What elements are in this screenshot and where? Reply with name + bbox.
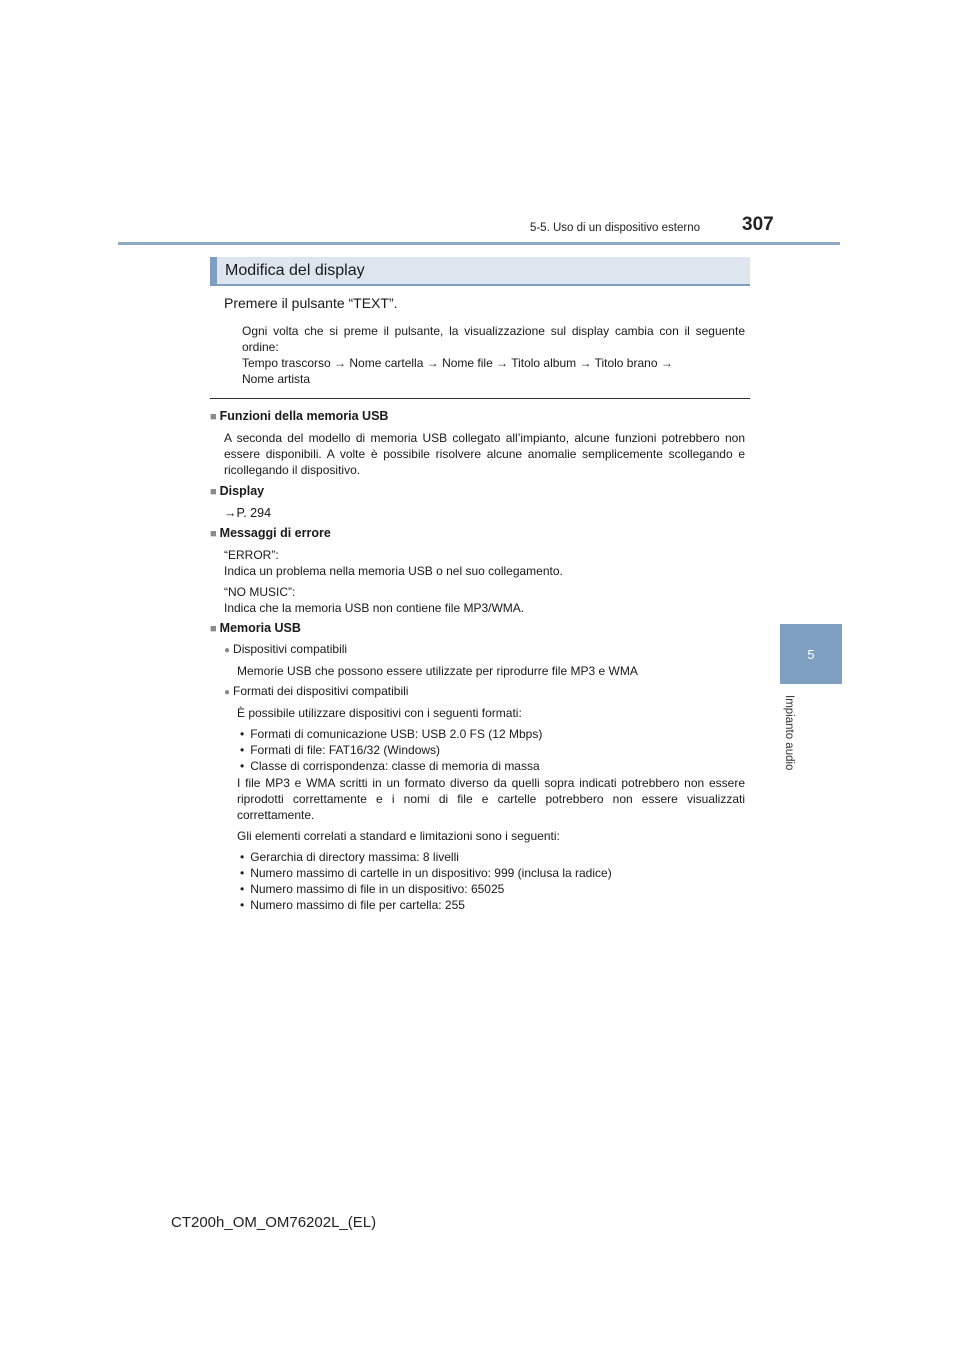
section-title: Modifica del display: [225, 262, 365, 279]
chapter-tab-number: 5: [807, 646, 815, 662]
chapter-tab: [780, 624, 842, 684]
error-text-2: Indica che la memoria USB non contiene file MP3/WMA.: [224, 601, 525, 615]
limits-intro: Gli elementi correlati a standard e limitazioni sono i seguenti:: [237, 829, 560, 843]
note-heading-usb-functions: ■ Funzioni della memoria USB: [210, 409, 388, 423]
note-heading-display: ■ Display: [210, 484, 264, 498]
header-rule: [118, 242, 840, 245]
display-order: Tempo trascorso → Nome cartella → Nome file → Titolo album → Titolo brano →: [242, 356, 673, 370]
chapter-tab-label-text: Impianto audio: [783, 695, 795, 771]
instruction: Premere il pulsante “TEXT”.: [224, 295, 398, 311]
document-code: CT200h_OM_OM76202L_(EL): [171, 1214, 377, 1231]
limit-item: • Numero massimo di file per cartella: 255: [240, 897, 465, 913]
format-item: • Formati di comunicazione USB: USB 2.0 FS (12 Mbps): [240, 726, 542, 742]
compatible-devices-text: Memorie USB che possono essere utilizzate per riprodurre file MP3 e WMA: [237, 664, 638, 678]
page-number: 307: [742, 214, 774, 235]
formats-intro: È possibile utilizzare dispositivi con i seguenti formati:: [237, 706, 522, 720]
error-text-1: Indica un problema nella memoria USB o nel suo collegamento.: [224, 564, 563, 578]
format-item: • Classe di corrispondenza: classe di memoria di massa: [240, 758, 540, 774]
limit-item: • Numero massimo di file in un dispositivo: 65025: [240, 881, 504, 897]
error-code-2: “NO MUSIC”:: [224, 585, 296, 599]
format-item: • Formati di file: FAT16/32 (Windows): [240, 742, 440, 758]
note-text-usb-functions: A seconda del modello di memoria USB collegato all’impianto, alcune funzioni potrebbero non essere disponibili. A volte è possibile risolvere alcune anomalie semplicemente scollegando e ricollegando il dispositivo.: [224, 431, 745, 478]
section-divider: [210, 398, 750, 399]
subheading-compatible-devices: ● Dispositivi compatibili: [224, 642, 347, 656]
error-code-1: “ERROR”:: [224, 548, 279, 562]
instruction-detail: Ogni volta che si preme il pulsante, la visualizzazione sul display cambia con il seguente ordine:: [242, 324, 745, 355]
running-header-section: 5-5. Uso di un dispositivo esterno: [529, 222, 700, 234]
chapter-tab-label: [760, 695, 830, 785]
note-heading-errors: ■ Messaggi di errore: [210, 526, 331, 540]
formats-note: I file MP3 e WMA scritti in un formato diverso da quelli sopra indicati potrebbero non essere riprodotti correttamente e i nomi di file e cartelle potrebbero non essere visualizzati correttamente.: [237, 776, 745, 823]
display-order-end: Nome artista: [242, 372, 311, 386]
page-reference-link[interactable]: →P. 294: [224, 506, 272, 520]
subheading-compatible-formats: ● Formati dei dispositivi compatibili: [224, 684, 408, 698]
limit-item: • Gerarchia di directory massima: 8 livelli: [240, 849, 459, 865]
section-heading: [210, 257, 750, 286]
note-heading-usb-memory: ■ Memoria USB: [210, 621, 301, 635]
limit-item: • Numero massimo di cartelle in un dispositivo: 999 (inclusa la radice): [240, 865, 612, 881]
